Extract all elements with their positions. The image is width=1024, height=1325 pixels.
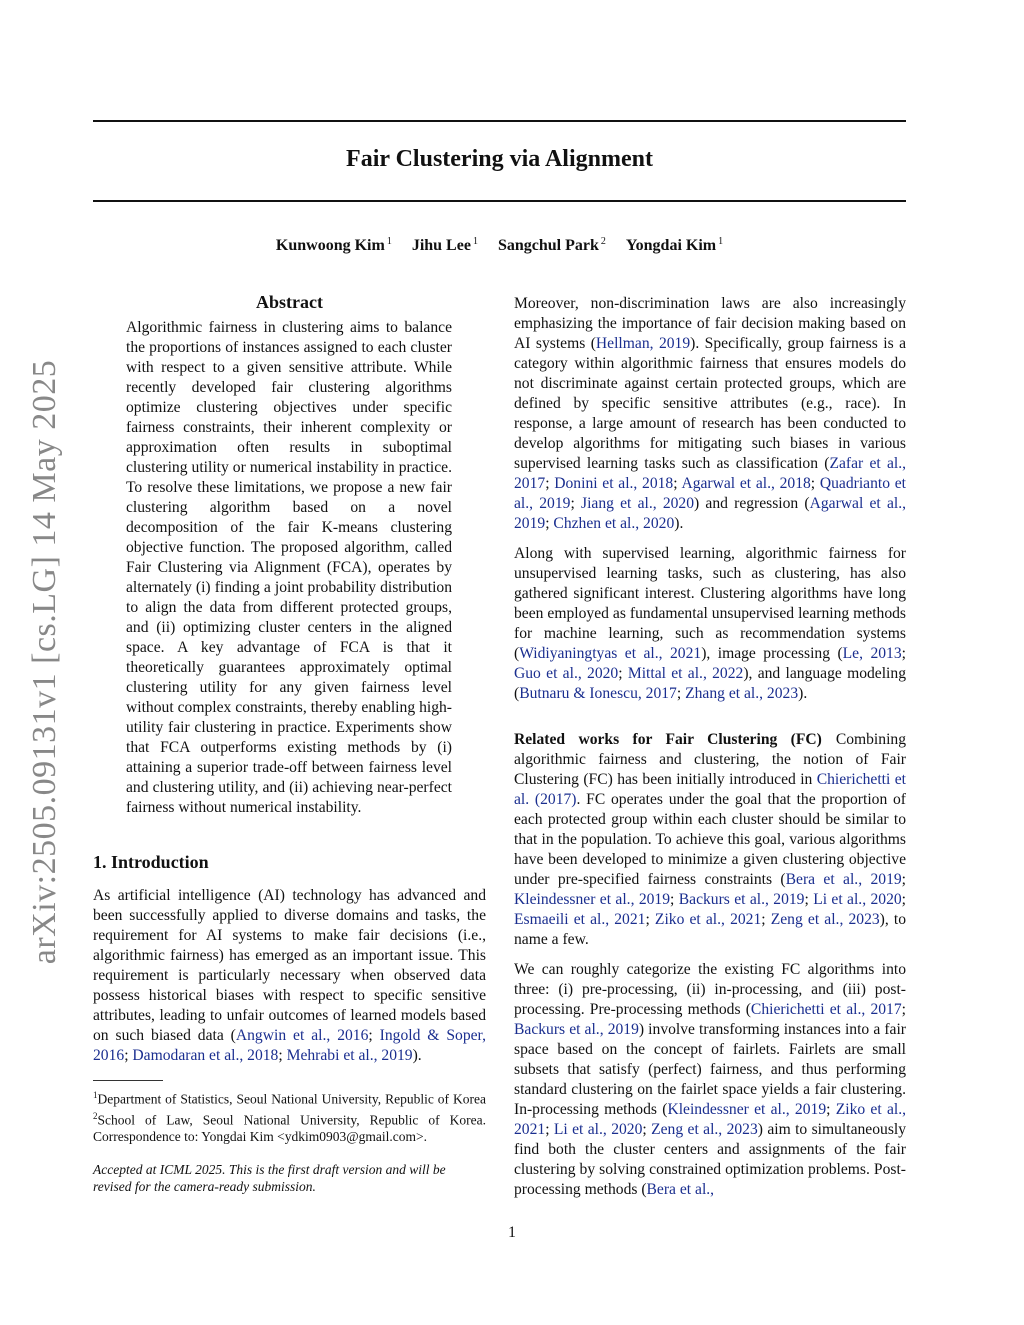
related-works-paragraph: Related works for Fair Clustering (FC) Combining algorithmic fairness and clustering, the notion of Fair Clustering (FC) has been initially introduced in Chierichetti et al. (2017). FC operates under the goal that the proportion of each protected group within each cluster should be similar to that in the population. To achieve this goal, various algorithms have been developed to minimize a given clustering objective under pre-specified fairness constraints (Bera et al., 2019; Kleindessner et al., 2019; Backurs et al., 2019; Li et al., 2020; Esmaeili et al., 2021; Ziko et al., 2021; Zeng et al., 2023), to name a few. <box>514 731 907 948</box>
citation-link[interactable]: Esmaeili et al., 2021 <box>514 911 646 928</box>
citation-link[interactable]: Ziko et al., 2021 <box>654 911 762 928</box>
abstract-heading: Abstract <box>256 292 323 312</box>
body-paragraph: Moreover, non-discrimination laws are also increasingly emphasizing the importance of fair decision making based on AI systems (Hellman, 2019). Specifically, group fairness is a category within algorithmic fairness that ensures models do not discriminate against certain protected groups, which are defined by specific sensitive attributes (e.g., race). In response, a large amount of research has been conducted to develop algorithms for mitigating such biases in various supervised learning tasks such as classification (Zafar et al., 2017; Donini et al., 2018; Agarwal et al., 2018; Quadrianto et al., 2019; Jiang et al., 2020) and regression (Agarwal et al., 2019; Chzhen et al., 2020). <box>514 295 907 532</box>
citation-link[interactable]: Widiyaningtyas et al., 2021 <box>519 645 702 662</box>
citation-link[interactable]: Kleindessner et al., 2019 <box>514 891 671 908</box>
citation-link[interactable]: Chierichetti et al. (2017) <box>514 771 906 808</box>
paper-title: Fair Clustering via Alignment <box>346 146 653 172</box>
page-number: 1 <box>508 1224 516 1241</box>
title-rule-bottom <box>93 200 906 202</box>
citation-link[interactable]: Mittal et al., 2022 <box>627 665 744 682</box>
citation-link[interactable]: Bera et al., <box>646 1181 715 1198</box>
citation-link[interactable]: Guo et al., 2020 <box>514 665 619 682</box>
citation-link[interactable]: Le, 2013 <box>842 645 902 662</box>
right-column <box>514 294 906 1210</box>
body-paragraph: We can roughly categorize the existing FC algorithms into three: (i) pre-processing, (ii) in-processing, and (iii) post-processing. Pre-processing methods (Chierichetti et al., 2017; Backurs et al., 2019) involve transforming instances into a fair space based on the concept of fairlets. Fairlets are small subsets that satisfy (perfect) fairness, and thus performing standard clustering on the fairlet space yields a fair clustering. In-processing methods (Kleindessner et al., 2019; Ziko et al., 2021; Li et al., 2020; Zeng et al., 2023) aim to simultaneously find both the cluster centers and assignments of the fair clustering by solving constrained optimization problems. Post-processing methods (Bera et al., <box>514 961 907 1198</box>
footnote-rule <box>93 1080 163 1081</box>
citation-link[interactable]: Backurs et al., 2019 <box>678 891 805 908</box>
citation-link[interactable]: Ingold & Soper, 2016 <box>93 1027 486 1064</box>
citation-link[interactable]: Agarwal et al., 2019 <box>514 495 907 532</box>
author-list <box>93 236 906 255</box>
citation-link[interactable]: Hellman, 2019 <box>595 335 691 352</box>
citation-link[interactable]: Donini et al., 2018 <box>554 475 674 492</box>
title-rule-top <box>93 120 906 122</box>
citation-link[interactable]: Li et al., 2020 <box>553 1121 643 1138</box>
author: Sangchul Park $^2$ <box>497 236 606 255</box>
citation-link[interactable]: Zeng et al., 2023 <box>651 1121 758 1138</box>
citation-link[interactable]: Chzhen et al., 2020 <box>553 515 675 532</box>
left-column <box>93 292 486 1195</box>
author: Kunwoong Kim $^1$ <box>275 236 392 255</box>
citation-link[interactable]: Jiang et al., 2020 <box>581 495 695 512</box>
citation-link[interactable]: Agarwal et al., 2018 <box>681 475 811 492</box>
acceptance-note: Accepted at ICML 2025. This is the first draft version and will be revised for the camera-ready submission. <box>93 1162 446 1194</box>
citation-link[interactable]: Chierichetti et al., 2017 <box>750 1001 902 1018</box>
paragraph-subheading: Related works for Fair Clustering (FC) <box>514 731 822 748</box>
citation-link[interactable]: Damodaran et al., 2018 <box>132 1047 279 1064</box>
arxiv-stamp: arXiv:2505.09131v1 [cs.LG] 14 May 2025 <box>26 359 63 965</box>
citation-link[interactable]: Li et al., 2020 <box>813 891 902 908</box>
citation-link[interactable]: Butnaru & Ionescu, 2017 <box>519 685 677 702</box>
intro-paragraph: As artificial intelligence (AI) technology has advanced and been successfully applied to diverse domains and tasks, the requirement for AI systems to make fair decisions (i.e., algorithmic fairness) has emerged as an important issue. This requirement is particularly necessary when observed data possess historical biases with respect to specific sensitive attributes, leading to unfair outcomes of learned models based on such biased data (Angwin et al., 2016; Ingold & Soper, 2016; Damodaran et al., 2018; Mehrabi et al., 2019). <box>93 887 486 1064</box>
citation-link[interactable]: Zhang et al., 2023 <box>685 685 799 702</box>
section-heading-introduction: 1. Introduction <box>93 852 209 872</box>
body-paragraph: Along with supervised learning, algorithmic fairness for unsupervised learning tasks, such as clustering, has also gathered significant interest. Clustering algorithms have long been employed as fundamental unsupervised learning methods for machine learning, such as recommendation systems (Widiyaningtyas et al., 2021), image processing (Le, 2013; Guo et al., 2020; Mittal et al., 2022), and language modeling (Butnaru & Ionescu, 2017; Zhang et al., 2023). <box>514 545 906 702</box>
citation-link[interactable]: Angwin et al., 2016 <box>235 1027 369 1044</box>
affiliation-footnote: $^1$Department of Statistics, Seoul National University, Republic of Korea $^2$School of Law, Seoul National University, Republic of Korea. Correspondence to: Yongdai Kim <ydkim0903@gmail.com>. <box>93 1090 486 1144</box>
citation-link[interactable]: Mehrabi et al., 2019 <box>286 1047 413 1064</box>
citation-link[interactable]: Zeng et al., 2023 <box>770 911 880 928</box>
abstract-body: Algorithmic fairness in clustering aims to balance the proportions of instances assigned to each cluster with respect to a given sensitive attribute. While recently developed fair clustering algorithms optimize clustering objectives under specific fairness constraints, their inherent complexity or approximation often results in suboptimal clustering utility or numerical instability in practice. To resolve these limitations, we propose a new fair clustering algorithm based on a novel decomposition of the fair K-means clustering objective function. The proposed algorithm, called Fair Clustering via Alignment (FCA), operates by alternately (i) finding a joint probability distribution to align the data from different protected groups, and (ii) optimizing cluster centers in the aligned space. A key advantage of FCA is that it theoretically guarantees approximately optimal clustering utility for any given fairness level without complex constraints, thereby enabling high-utility fair clustering in practice. Experiments show that FCA outperforms existing methods by (i) attaining a superior trade-off between fairness level and clustering utility, and (ii) achieving near-perfect fairness without numerical instability. <box>126 319 452 816</box>
citation-link[interactable]: Ziko et al., 2021 <box>514 1101 906 1138</box>
author: Yongdai Kim $^1$ <box>625 236 724 255</box>
citation-link[interactable]: Backurs et al., 2019 <box>514 1021 639 1038</box>
citation-link[interactable]: Bera et al., 2019 <box>785 871 902 888</box>
citation-link[interactable]: Zafar et al., 2017 <box>514 455 906 492</box>
citation-link[interactable]: Kleindessner et al., 2019 <box>667 1101 827 1118</box>
citation-link[interactable]: Quadrianto et al., 2019 <box>514 475 906 512</box>
author: Jihu Lee $^1$ <box>411 236 478 255</box>
